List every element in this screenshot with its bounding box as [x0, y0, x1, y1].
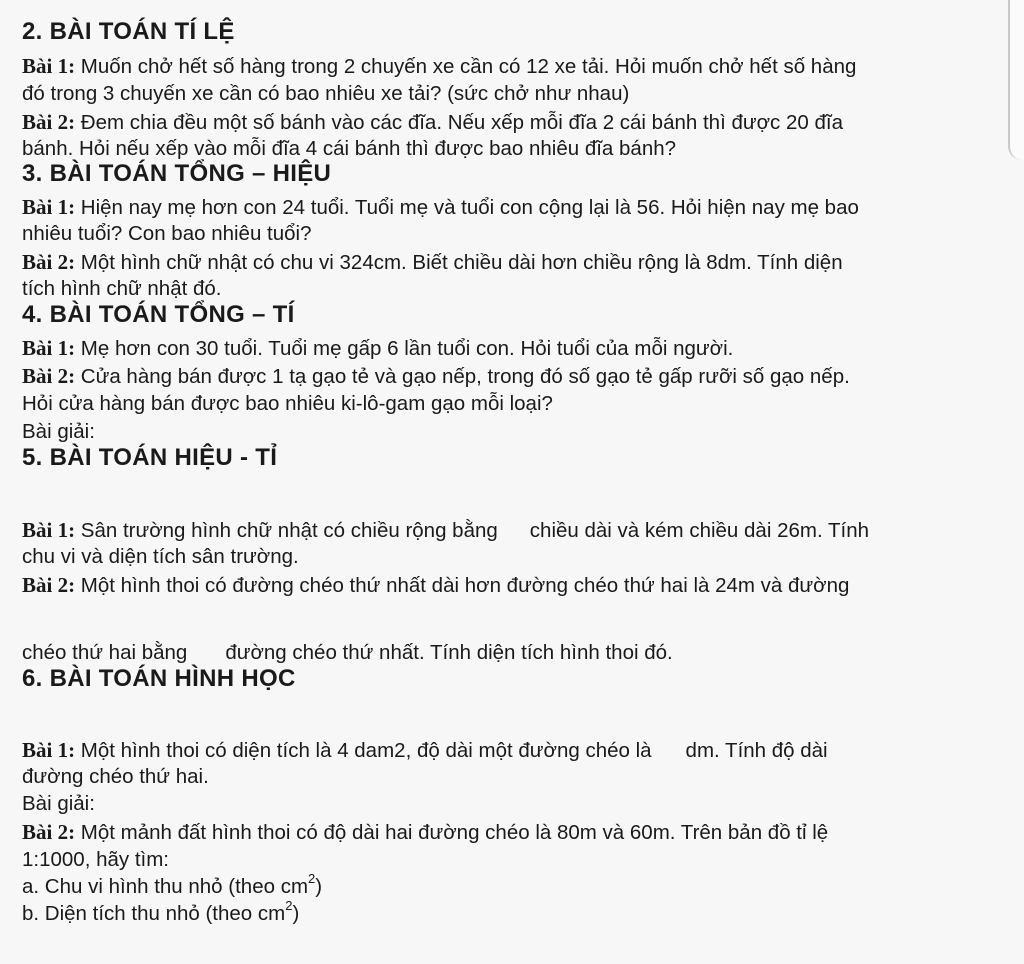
s5-problem-2-line-2 — [22, 641, 673, 665]
problem-label: Bài 1: — [22, 738, 76, 762]
page-edge-shadow — [1008, 0, 1024, 160]
problem-text: Mẹ hơn con 30 tuổi. Tuổi mẹ gấp 6 lần tuổi con. Hỏi tuổi của mỗi người. — [75, 337, 734, 360]
s5-problem-1-line-2: chu vi và diện tích sân trường. — [22, 545, 299, 568]
s2-problem-1-line-1 — [22, 54, 856, 79]
problem-label: Bài 2: — [22, 110, 76, 134]
heading-section-2: 2. BÀI TOÁN TÍ LỆ — [22, 18, 235, 45]
problem-text: Đem chia đều một số bánh vào các đĩa. Nếu xếp mỗi đĩa 2 cái bánh thì được 20 đĩa — [75, 111, 843, 134]
problem-text: Sân trường hình chữ nhật có chiều rộng bằng — [75, 519, 498, 542]
s3-problem-1-line-1 — [22, 195, 859, 220]
problem-label: Bài 1: — [22, 336, 76, 360]
problem-text: đường chéo thứ nhất. Tính diện tích hình thoi đó. — [225, 641, 673, 664]
s2-problem-2-line-2: bánh. Hỏi nếu xếp vào mỗi đĩa 4 cái bánh thì được bao nhiêu đĩa bánh? — [22, 137, 677, 160]
problem-label: Bài 1: — [22, 195, 76, 219]
item-close: ) — [292, 902, 300, 925]
s2-problem-2-line-1 — [22, 110, 843, 135]
item-text: b. Diện tích thu nhỏ (theo cm — [22, 902, 286, 925]
problem-label: Bài 2: — [22, 364, 76, 388]
s6-item-a — [22, 871, 323, 899]
s4-problem-1-line-1 — [22, 336, 733, 361]
s4-solution-label: Bài giải: — [22, 420, 95, 443]
problem-text: Một hình chữ nhật có chu vi 324cm. Biết chiều dài hơn chiều rộng là 8dm. Tính diện — [75, 251, 843, 274]
s6-solution-label: Bài giải: — [22, 792, 95, 815]
superscript: 2 — [308, 871, 316, 887]
s6-problem-1-line-2: đường chéo thứ hai. — [22, 765, 209, 788]
s2-problem-1-line-2: đó trong 3 chuyến xe cần có bao nhiêu xe tải? (sức chở như nhau) — [22, 82, 630, 105]
item-text: a. Chu vi hình thu nhỏ (theo cm — [22, 875, 309, 898]
problem-text: chiều dài và kém chiều dài 26m. Tính — [529, 519, 869, 542]
heading-section-5: 5. BÀI TOÁN HIỆU - TỈ — [22, 444, 278, 471]
problem-text: Một mảnh đất hình thoi có độ dài hai đường chéo là 80m và 60m. Trên bản đồ tỉ lệ — [75, 821, 829, 844]
problem-text: chéo thứ hai bằng — [22, 641, 188, 664]
heading-section-4: 4. BÀI TOÁN TỔNG – TÍ — [22, 301, 295, 328]
problem-label: Bài 2: — [22, 820, 76, 844]
problem-label: Bài 2: — [22, 250, 76, 274]
problem-label: Bài 1: — [22, 54, 76, 78]
item-close: ) — [315, 875, 323, 898]
problem-label: Bài 1: — [22, 518, 76, 542]
problem-text: Một hình thoi có diện tích là 4 dam2, độ dài một đường chéo là — [75, 739, 652, 762]
problem-text: dm. Tính độ dài — [685, 739, 828, 762]
s5-problem-1-line-1 — [22, 518, 869, 543]
problem-label: Bài 2: — [22, 573, 76, 597]
s4-problem-2-line-1 — [22, 364, 850, 389]
s4-problem-2-line-2: Hỏi cửa hàng bán được bao nhiêu ki-lô-gam gạo mỗi loại? — [22, 392, 553, 415]
problem-text: Cửa hàng bán được 1 tạ gạo tẻ và gạo nếp, trong đó số gạo tẻ gấp rưỡi số gạo nếp. — [75, 365, 850, 388]
s6-item-b — [22, 898, 300, 926]
s3-problem-2-line-1 — [22, 250, 843, 275]
s6-problem-1-line-1 — [22, 738, 828, 763]
problem-text: Hiện nay mẹ hơn con 24 tuổi. Tuổi mẹ và tuổi con cộng lại là 56. Hỏi hiện nay mẹ bao — [75, 196, 859, 219]
superscript: 2 — [285, 898, 293, 914]
s3-problem-1-line-2: nhiêu tuổi? Con bao nhiêu tuổi? — [22, 222, 312, 245]
s5-problem-2-line-1 — [22, 573, 849, 598]
s6-problem-2-line-1 — [22, 820, 828, 845]
s3-problem-2-line-2: tích hình chữ nhật đó. — [22, 277, 222, 300]
problem-text: Muốn chở hết số hàng trong 2 chuyến xe cần có 12 xe tải. Hỏi muốn chở hết số hàng — [75, 55, 857, 78]
heading-section-6: 6. BÀI TOÁN HÌNH HỌC — [22, 665, 296, 692]
heading-section-3: 3. BÀI TOÁN TỔNG – HIỆU — [22, 160, 332, 187]
s6-problem-2-line-2: 1:1000, hãy tìm: — [22, 848, 170, 871]
problem-text: Một hình thoi có đường chéo thứ nhất dài hơn đường chéo thứ hai là 24m và đường — [75, 574, 850, 597]
